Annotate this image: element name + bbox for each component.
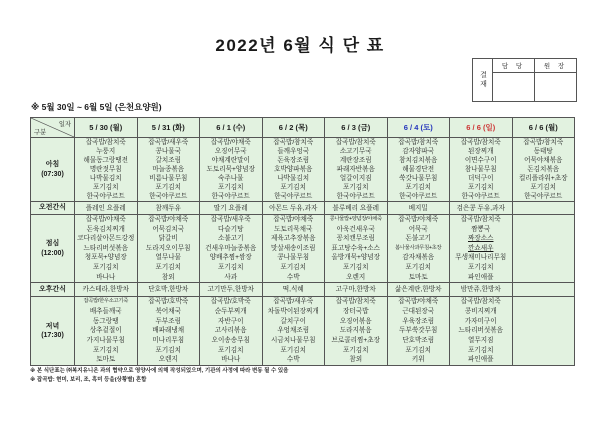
menu-item: 돈불고기: [405, 235, 431, 243]
meal-row-am-snack: [31, 202, 575, 215]
menu-cell: [450, 138, 513, 202]
menu-item: 콩나물밥+양념장/야채죽: [329, 216, 382, 222]
menu-cell: [262, 202, 325, 215]
menu-item: 포기김치: [343, 346, 369, 354]
menu-cell: [200, 283, 263, 297]
approval-header-wonjang: 원 장: [535, 59, 576, 73]
menu-item: 잡곡밥/참치죽: [335, 298, 376, 306]
row-label-dinner: 저녁 (17:30): [31, 297, 75, 366]
menu-item: 잡곡밥/야채죽: [148, 216, 189, 223]
date-header-4: 6 / 3 (금): [325, 118, 388, 138]
row-label-lunch: 점심 (12:00): [31, 215, 75, 283]
menu-cell: [450, 215, 513, 283]
menu-item: 숙주나물: [218, 175, 244, 182]
menu-item: 야채계란말이: [211, 157, 250, 164]
menu-item: 바나나: [96, 273, 116, 281]
menu-item: 도라지볶음: [339, 327, 372, 335]
menu-item: 동그랑땡: [93, 317, 119, 325]
menu-item: 잡곡밥/야채죽: [398, 216, 439, 223]
menu-item: 코다리살아몬드강정: [77, 235, 135, 243]
menu-cell: [325, 215, 388, 283]
menu-cell: [200, 215, 263, 283]
menu-item: 참치김치볶음: [399, 157, 438, 164]
menu-item: 소고기무국: [339, 148, 372, 155]
menu-item: 근대된장국: [402, 307, 435, 315]
menu-item: 포기김치: [155, 184, 181, 191]
menu-item: 청포묵+양념장: [84, 254, 127, 262]
menu-item: 돈김치볶음: [527, 166, 560, 173]
menu-item: 플레인 요플레: [85, 204, 126, 212]
menu-item: 나박물김치: [89, 175, 122, 182]
menu-item: 포기김치: [530, 184, 556, 191]
date-header-3: 6 / 2 (목): [262, 118, 325, 138]
menu-item: 들깨우엉국: [277, 148, 310, 155]
menu-item: 깐쇼새우: [468, 244, 494, 252]
menu-item: 단호박,한방차: [148, 286, 189, 294]
menu-cell: [387, 215, 450, 283]
menu-cell: [262, 215, 325, 283]
menu-item: 아몬드 두유,과자: [269, 204, 318, 212]
footnote-agreement: ※ 본 식단표는 ㈜복지유니온 과의 협약으로 영양사에 의해 작성되었으며, 기관의 사정에 따라 변동 될 수 있음: [30, 368, 289, 374]
corner-label-category: 구분: [34, 129, 47, 136]
menu-item: 떡,식혜: [282, 286, 304, 294]
menu-item: 나박물김치: [277, 175, 310, 182]
menu-item: 포기김치: [280, 263, 306, 271]
menu-item: 잡곡밥/참치죽: [460, 216, 501, 223]
menu-item: 포기김치: [218, 346, 244, 354]
menu-cell: [325, 202, 388, 215]
corner-cell: [31, 118, 75, 138]
menu-item: 고사리볶음: [214, 327, 247, 335]
menu-item: 참깨두유: [155, 204, 181, 212]
menu-item: 잡곡밥/호박죽: [148, 298, 189, 306]
approval-header-damdang: 담 당: [493, 59, 534, 73]
menu-item: 포기김치: [280, 184, 306, 191]
menu-item: 올방개묵+양념장: [331, 254, 380, 262]
menu-item: 두부조림: [155, 317, 181, 325]
menu-item: 어묵야채볶음: [524, 157, 563, 164]
menu-item: 순두부찌개: [214, 307, 247, 315]
menu-item: 이면수구이: [464, 157, 497, 164]
menu-item: 우엉채조림: [277, 327, 310, 335]
menu-item: 오렌지: [158, 356, 178, 364]
menu-cell: [75, 215, 138, 283]
menu-item: 봄나물사과무침+초장: [395, 244, 442, 251]
menu-item: 밤만쥬,한방차: [460, 286, 501, 294]
menu-item: 잡곡밥/참치죽: [460, 139, 501, 146]
menu-item: 잡곡밥/참치죽: [335, 139, 376, 146]
menu-item: 다슬기탕: [218, 225, 244, 233]
menu-item: 참나물무침: [464, 166, 497, 173]
row-label-pm-snack: 오후간식: [31, 283, 75, 297]
date-header-7: 6 / 6 (월): [512, 118, 575, 138]
menu-item: 자반구이: [218, 317, 244, 325]
menu-cell: [387, 138, 450, 202]
menu-cell: [137, 297, 200, 366]
menu-item: 한국야쿠르트: [149, 193, 188, 200]
menu-item: 포기김치: [405, 346, 431, 354]
menu-cell: [137, 138, 200, 202]
menu-item: 카스테라,한방차: [82, 286, 129, 294]
menu-item: 우육장조림: [402, 317, 435, 325]
menu-item: 포기김치: [468, 184, 494, 191]
menu-item: 오징어볶음: [339, 317, 372, 325]
menu-item: 고기만두,한방차: [207, 286, 254, 294]
menu-item: 참외: [349, 356, 363, 364]
menu-item: 배파래냉채: [152, 327, 185, 335]
menu-item: 가자미구이: [464, 317, 497, 325]
menu-cell: [387, 202, 450, 215]
menu-item: 콩비지찌개: [464, 307, 497, 315]
menu-cell: [137, 283, 200, 297]
menu-item: 도토리묵채국: [274, 225, 313, 233]
menu-item: 두부쑥갓무침: [399, 327, 438, 335]
menu-item: 블루베리 요플레: [332, 204, 379, 212]
menu-cell: [512, 202, 575, 215]
menu-item: 사과: [224, 273, 238, 281]
row-label-am-snack: 오전간식: [31, 202, 75, 215]
menu-item: 어묵국: [408, 225, 428, 233]
menu-cell: [512, 215, 575, 283]
menu-item: 미나리무침: [152, 337, 185, 344]
menu-item: 잡곡밥/새우죽: [210, 216, 251, 223]
menu-item: 포기김치: [468, 346, 494, 354]
menu-cell: [200, 202, 263, 215]
date-header-2: 6 / 1 (수): [200, 118, 263, 138]
menu-item: 맛살새송이조림: [270, 244, 316, 252]
menu-cell: [387, 283, 450, 297]
menu-cell: [262, 283, 325, 297]
menu-item: 포기김치: [93, 263, 119, 271]
menu-item: 시금치나물무침: [270, 337, 316, 344]
menu-item: 포기김치: [93, 346, 119, 354]
menu-item: 수박: [286, 356, 300, 364]
menu-item: 오렌지: [346, 273, 366, 281]
menu-item: 도라지오이무침: [145, 244, 191, 252]
date-header-row: [31, 118, 575, 138]
menu-item: 짬뽕국: [471, 225, 491, 233]
menu-item: 갈치구이: [280, 317, 306, 325]
menu-item: 포기김치: [218, 184, 244, 191]
menu-item: 느타리버섯볶음: [83, 244, 129, 252]
menu-item: 잡곡밥/한우소고기죽: [83, 298, 129, 305]
approval-col-wonjang: [534, 59, 576, 101]
menu-cell: [262, 138, 325, 202]
menu-cell: [512, 297, 575, 366]
menu-item: 동태탕: [533, 148, 553, 155]
menu-item: 계란장조림: [339, 157, 372, 164]
menu-item: 딸기 요플레: [213, 204, 248, 212]
menu-item: 포기김치: [405, 184, 431, 191]
date-header-0: 5 / 30 (월): [75, 118, 138, 138]
date-header-5: 6 / 4 (토): [387, 118, 450, 138]
menu-item: 잡곡밥/새우죽: [273, 298, 314, 306]
menu-item: 컬리플라워+초장: [519, 175, 568, 182]
menu-item: 삶은계란,한방차: [395, 286, 442, 294]
meal-row-lunch: [31, 215, 575, 283]
menu-item: 토마토: [408, 273, 428, 281]
menu-cell: [137, 202, 200, 215]
menu-cell: [512, 283, 575, 297]
menu-item: 포기김치: [93, 184, 119, 191]
menu-item: 한국야쿠르트: [274, 193, 313, 200]
menu-item: 포기김치: [405, 263, 431, 271]
menu-item: 마늘종볶음: [152, 166, 185, 173]
menu-item: 느타리버섯볶음: [458, 327, 504, 335]
menu-item: 파인애플: [468, 356, 494, 364]
menu-item: 표고탕수육+소스: [331, 244, 380, 252]
menu-item: 한국야쿠르트: [336, 193, 375, 200]
menu-item: 잡곡밥/참치죽: [273, 139, 314, 146]
menu-cell: [75, 202, 138, 215]
menu-item: 한국야쿠르트: [399, 193, 438, 200]
menu-item: 된장찌개: [468, 148, 494, 155]
menu-item: 갈치조림: [155, 157, 181, 164]
menu-item: 북어채국: [155, 307, 181, 315]
menu-cell: [450, 283, 513, 297]
menu-item: 누룽지: [96, 148, 116, 155]
menu-item: 감자채볶음: [402, 254, 435, 262]
menu-item: 돈육장조림: [277, 157, 310, 164]
menu-item: 장터국밥: [343, 307, 369, 315]
menu-cell: [75, 297, 138, 366]
menu-item: 아욱건새우국: [336, 225, 375, 233]
menu-item: 포기김치: [343, 184, 369, 191]
menu-item: 잡곡밥/참치죽: [460, 298, 501, 306]
menu-cell: [512, 138, 575, 202]
meal-row-dinner: [31, 297, 575, 366]
row-label-breakfast: 아침 (07:30): [31, 138, 75, 202]
menu-item: 콩나물무침: [277, 254, 310, 262]
menu-item: 한국야쿠르트: [86, 193, 125, 200]
menu-item: 가지나물무침: [86, 337, 125, 344]
menu-item: 열무나물: [155, 254, 181, 262]
approval-col-damdang: [493, 59, 534, 101]
menu-item: 포기김치: [155, 346, 181, 354]
corner-label-date: 일자: [58, 121, 71, 128]
menu-item: 돈육김치찌개: [86, 225, 125, 233]
menu-item: 쑥갓나물무침: [399, 175, 438, 182]
menu-item: 소불고기: [218, 235, 244, 243]
meal-row-pm-snack: [31, 283, 575, 297]
menu-item: 브로콜리찜+초장: [331, 337, 380, 344]
menu-item: 상추겉절이: [89, 327, 122, 335]
menu-table: [30, 117, 575, 366]
approval-sign-cell: [535, 73, 576, 101]
menu-item: 호박양파볶음: [274, 166, 313, 173]
menu-cell: [200, 138, 263, 202]
menu-item: 잡곡밥/야채죽: [85, 216, 126, 223]
menu-item: 잡곡밥/참치죽: [398, 139, 439, 146]
menu-item: 건새우마늘종볶음: [205, 244, 257, 252]
menu-item: 잡곡밥/새우죽: [148, 139, 189, 146]
approval-stamp-label: 결재: [473, 59, 493, 101]
menu-item: 한국야쿠르트: [461, 193, 500, 200]
menu-item: 베지밀: [408, 204, 428, 212]
menu-item: 배추들깨국: [89, 307, 122, 315]
menu-cell: [137, 215, 200, 283]
menu-item: 열무지짐: [468, 337, 494, 344]
menu-item: 잡곡밥/야채죽: [210, 139, 251, 146]
date-header-1: 5 / 31 (화): [137, 118, 200, 138]
menu-item: 검은콩 두유,과자: [456, 204, 505, 212]
menu-cell: [75, 138, 138, 202]
menu-item: 한국야쿠르트: [524, 193, 563, 200]
menu-item: 닭갈비: [158, 235, 178, 243]
menu-item: 무생채미나리무침: [455, 254, 507, 262]
menu-item: 콩나물국: [155, 148, 181, 155]
approval-box: [472, 58, 577, 102]
menu-item: 잡곡밥/참치죽: [85, 139, 126, 146]
menu-cell: [387, 297, 450, 366]
footnotes: [30, 367, 288, 384]
date-header-6: 6 / 6 (일): [450, 118, 513, 138]
menu-cell: [325, 283, 388, 297]
menu-item: 포기김치: [155, 263, 181, 271]
menu-item: 토마토: [96, 356, 116, 364]
date-range-subtitle: ※ 5월 30일 ~ 6월 5일 (은천요양원): [31, 102, 162, 112]
menu-item: 파래자반볶음: [336, 166, 375, 173]
menu-item: 꽁치캔무조림: [336, 235, 375, 243]
menu-cell: [75, 283, 138, 297]
menu-item: 양배추찜+쌈장: [209, 254, 252, 262]
menu-item: 오이송송무침: [211, 337, 250, 344]
menu-item: 파인애플: [468, 273, 494, 281]
menu-item: 오징어무국: [214, 148, 247, 155]
menu-item: 차돌박이된장찌개: [267, 307, 319, 315]
menu-item: 짜장소스: [468, 235, 494, 243]
menu-item: 바나나: [221, 356, 241, 364]
menu-item: 제육고추장볶음: [270, 235, 316, 243]
menu-cell: [262, 297, 325, 366]
menu-item: 해물경단전: [402, 166, 435, 173]
menu-item: 얼갈이지짐: [339, 175, 372, 182]
menu-cell: [325, 297, 388, 366]
menu-item: 포기김치: [468, 263, 494, 271]
menu-item: 포기김치: [218, 263, 244, 271]
approval-sign-cell: [493, 73, 534, 101]
menu-item: 어묵김치국: [152, 225, 185, 233]
menu-cell: [325, 138, 388, 202]
menu-item: 한국야쿠르트: [211, 193, 250, 200]
menu-item: 참외: [161, 273, 175, 281]
menu-item: 단호박조림: [402, 337, 435, 344]
menu-item: 잡곡밥/야채죽: [273, 216, 314, 223]
menu-item: 잡곡밥/야채죽: [398, 298, 439, 306]
menu-item: 잡곡밥/호박죽: [210, 298, 251, 306]
menu-item: 포기김치: [343, 263, 369, 271]
meal-row-breakfast: [31, 138, 575, 202]
menu-item: 고구마,한방차: [335, 286, 376, 294]
footnote-grains: ※ 잡곡밥: 현미, 보리, 조, 흑미 등을(상황별) 혼합: [30, 376, 147, 383]
menu-item: 해물동그랑땡전: [83, 157, 129, 164]
menu-cell: [200, 297, 263, 366]
menu-item: 명란젓무침: [89, 166, 122, 173]
menu-item: 수박: [286, 273, 300, 281]
menu-item: 더덕구이: [468, 175, 494, 182]
menu-item: 잡곡밥/참치죽: [523, 139, 564, 146]
page-title: 2022년 6월 식 단 표: [215, 36, 385, 55]
menu-cell: [450, 297, 513, 366]
menu-item: 도토리묵+양념장: [206, 166, 255, 173]
menu-item: 감자양파국: [402, 148, 435, 155]
menu-item: 비름나물무침: [149, 175, 188, 182]
menu-item: 키위: [411, 356, 425, 364]
approval-columns: [493, 59, 576, 101]
menu-item: 포기김치: [280, 346, 306, 354]
menu-cell: [450, 202, 513, 215]
